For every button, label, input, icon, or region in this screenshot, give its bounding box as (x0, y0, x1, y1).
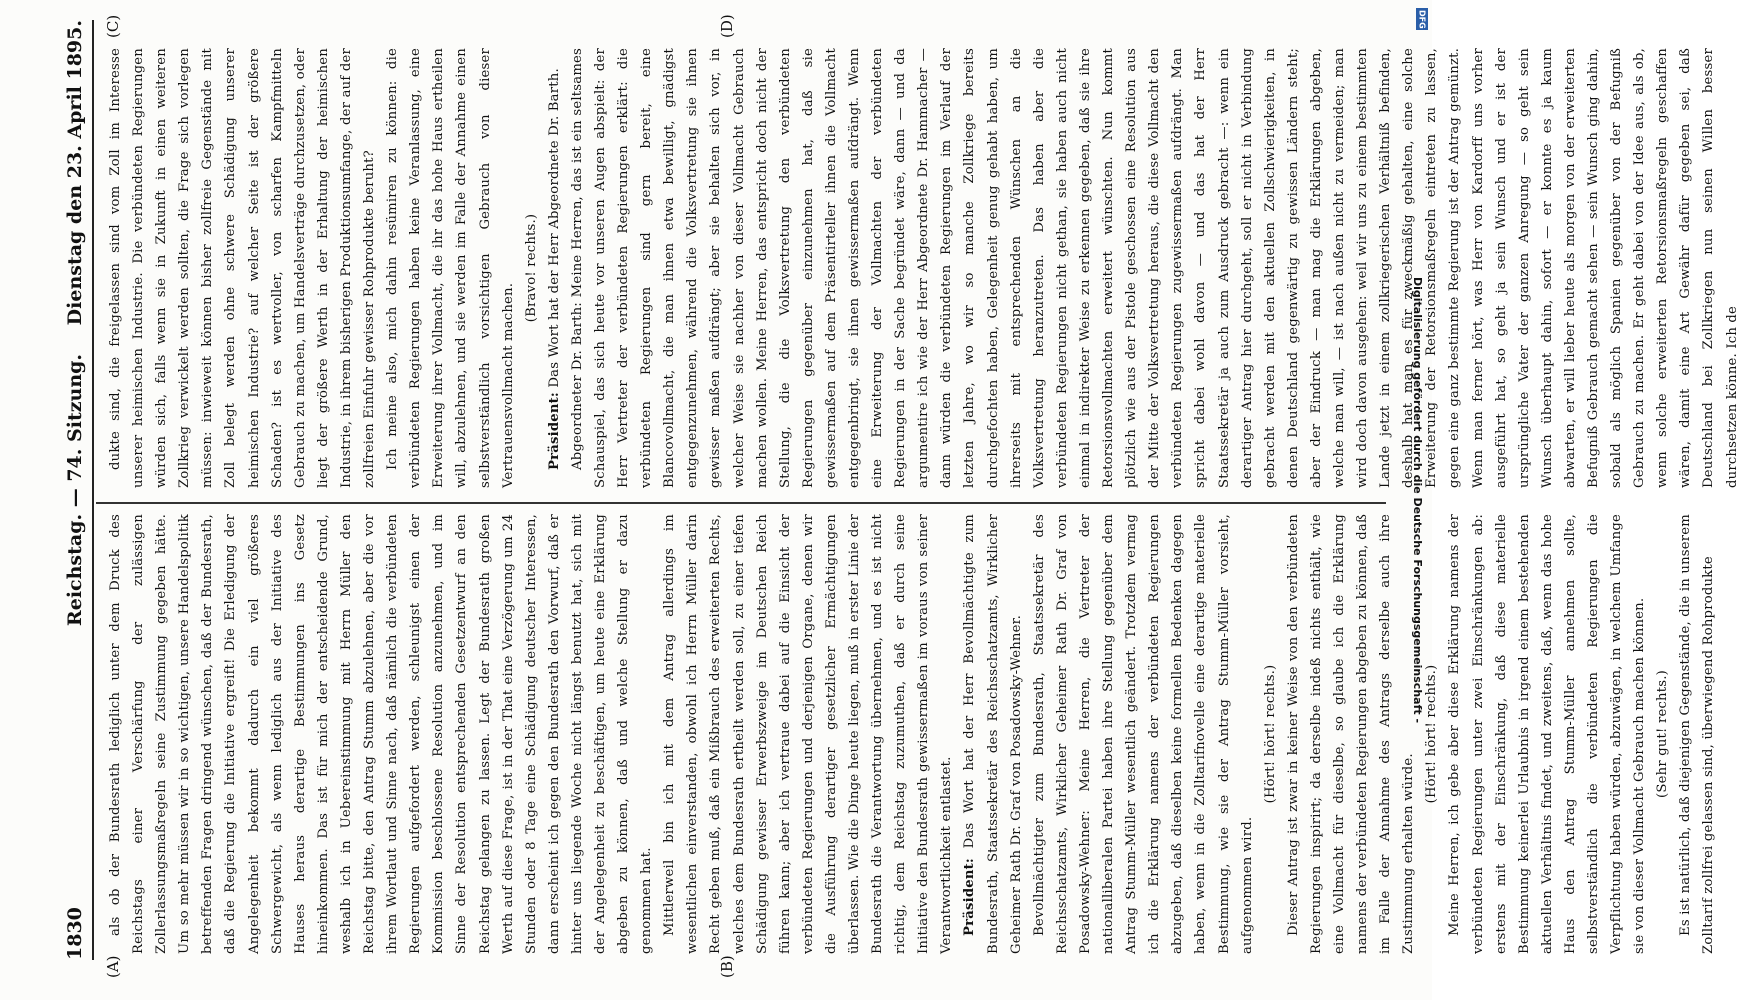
paragraph: Meine Herren, ich gebe aber diese Erklärung namens der verbündeten Regierungen unter zwei Einschränkungen ab: erstens mit der Einschränkung, daß diese materielle Bestimmung keinerlei Urlaubnis in irgend einem bestehenden aktuellen Verhältnis findet, und zweitens, daß, wenn das hohe Haus den Antrag Stumm-Müller annehmen sollte, selbstverständlich die verbündeten Regierungen die Verpflichtung haben würden, abzuwägen, in welchem Umfange sie von dieser Vollmacht Gebrauch machen können. (1447, 514, 1648, 954)
interjection: (Hört! hört! rechts.) (1262, 664, 1278, 804)
paragraph: Bevollmächtigter zum Bundesrath, Staatssekretär des Reichsschatzamts, Wirklicher Geheimer Rath Dr. Graf von Posadowsky-Wehner: Meine Herren, die Vertreter der nationalliberalen Partei haben ihre Stellung gegenüber dem Antrag Stumm-Müller wesentlich geändert. Trotzdem vermag ich die Erklärung namens der verbündeten Regierungen abzugeben, daß dieselben keine formellen Bedenken dagegen haben, wenn in die Zolltarifnovelle eine derartige materielle Bestimmung, wie sie der Antrag Stumm-Müller vorsieht, aufgenommen wird. (1031, 514, 1255, 954)
paragraph: Mittlerweil bin ich mit dem Antrag allerdings im wesentlichen einverstanden, obwohl ich Herrn Müller darin Recht geben muß, daß ein Mißbrauch des erweiterten Rechts, welches dem Bundesrath ertheilt werden soll, zu einer tiefen Schädigung gewisser Erwerbszweige im Deutschen Reich führen kann; aber ich vertraue dabei auf die Einsicht der verbündeten Regierungen und derjenigen Organe, denen wir die Ausführung derartiger gesetzlicher Ermächtigungen überlassen. Wie die Dinge heute liegen, muß in erster Linie der Bundesrath die Verantwortung übernehmen, und es ist nicht richtig, dem Reichstag zuzumuthen, daß er durch seine Initiative den Bundesrath gewissermaßen im voraus von seiner Verantwortlichkeit entlastet. (662, 514, 955, 954)
paragraph: Dieser Antrag ist zwar in keiner Weise von den verbündeten Regierungen inspirirt; da derselbe indeß nichts enthält, wie eine Vollmacht für dieselbe, so glaube ich die Erklärung namens der verbündeten Regierungen abgeben zu können, daß im Falle der Annahme des Antrags derselbe auch ihre Zustimmung erhalten würde. (1285, 514, 1417, 954)
paragraph: Es ist natürlich, daß diejenigen Gegenstände, die in unserem Zolltarif zollfrei gelassen sind, überwiegend Rohprodukte (1678, 514, 1717, 954)
session-date: Dienstag den 23. April 1895. (64, 20, 86, 326)
page-header (58, 20, 92, 960)
interjection: (Hört! hört! rechts.) (1424, 664, 1440, 804)
president-statement: Präsident: Das Wort hat der Herr Bevollmächtigte zum Bundesrath, Staatssekretär des Reichsschatzamts, Wirklicher Geheimer Rath Dr. Graf von Posadowsky-Wehner. (962, 514, 1024, 954)
paragraph: als ob der Bundesrath lediglich unter dem Druck des Reichstags einer Verschärfung der zulässigen Zollerlassungsmaßregeln seine Zustimmung gegeben hätte. Um so mehr müssen wir in so wichtigen, unsere Handelspolitik betreffenden Fragen dringend wünschen, daß der Bundesrath, daß die Regierung die Initiative ergreift! Die Erledigung der Angelegenheit bekommt dadurch ein viel größeres Schwergewicht, als wenn lediglich aus der Initiative des Hauses heraus derartige Bestimmungen ins Gesetz hineinkommen. Das ist für mich der entscheidende Grund, weshalb ich in Uebereinstimmung mit Herrn Müller den Reichstag bitte, den Antrag Stumm abzulehnen, aber die vor ihrem Wortlaut und Sinne nach, daß nämlich die verbündeten Regierungen aufgefordert werden, schleunigst einen der Kommission beschlossene Resolution anzunehmen, und im Sinne der Resolution entsprechenden Gesetzentwurf an den Reichstag gelangen zu lassen. Legt der Bundesrath großen Werth auf diese Frage, ist in der That eine Verzögerung um 24 Stunden oder 8 Tage eine Schädigung deutscher Interessen, dann erscheint ich gegen den Bundesrath den Vorwurf, daß er hinter uns liegende Woche nicht längst benutzt hat, sich mit der Angelegenheit zu beschäftigen, um heute eine Erklärung abgeben zu können, daß und welche Stellung er dazu genommen hat. (108, 514, 655, 954)
dfg-credit-text: Digitalisierung gefördert durch die Deutsche Forschungsgemeinschaft - (1411, 276, 1424, 724)
margin-label-b: (B) (718, 955, 736, 978)
paragraph: dukte sind, die freigelassen sind vom Zoll im Interesse unserer heimischen Industrie. Die verbündeten Regierungen würden sich, falls wenn sie in Zukunft in einen weiteren Zollkrieg verwickelt werden sollten, die Frage sich vorlegen müssen: inwieweit können bisher zollfreie Gegenstände mit Zoll belegt werden ohne schwere Schädigung unserer heimischen Industrie? auf welcher Seite ist der größere Schaden? ist es wertvoller, von scharfen Kampfmitteln Gebrauch zu machen, um Handelsverträge durchzusetzen, oder liegt der größere Werth in der Erhaltung der heimischen Industrie, in ihrem bisherigen Produktionsumfange, der auf der zollfreien Einfuhr gewisser Rohprodukte beruht? (108, 48, 378, 488)
interjection: (Sehr gut! rechts.) (1655, 670, 1671, 798)
dfg-logo: DFG (1417, 9, 1427, 29)
margin-label-c: (C) (104, 14, 122, 38)
paragraph: Ich meine also, mich dahin resümiren zu können: die verbündeten Regierungen haben keine Veranlassung, eine Erweiterung ihrer Vollmacht, die ihr das hohe Haus ertheilen will, abzulehnen, und sie werden im Falle der Annahme einen selbstverständlich vorsichtigen Gebrauch von dieser Vertrauensvollmacht machen. (385, 48, 516, 488)
page-number: 1830 (64, 907, 86, 960)
margin-label-d: (D) (718, 14, 736, 38)
president-statement: Präsident: Das Wort hat der Herr Abgeordnete Dr. Barth. (546, 68, 562, 470)
digitization-sidebar (1402, 0, 1432, 1000)
right-text-column (104, 48, 1740, 488)
margin-label-a: (A) (104, 955, 122, 978)
paragraph: Abgeordneter Dr. Barth: Meine Herren, das ist ein seltsames Schauspiel, das sich heute vor unseren Augen abspielt: der Herr Vertreter der verbündeten Regierungen erklärt: die verbündeten Regierungen sind gern bereit, eine Blancovollmacht, die man ihnen etwa bewilligt, gnädigst entgegenzunehmen, während die Volksvertretung sie ihnen gewisser maßen aufdrängt; aber sie behalten sich vor, in welcher Weise sie nachher von dieser Vollmacht Gebrauch machen wollen. Meine Herren, das entspricht doch nicht der Stellung, die die Volksvertretung den verbündeten Regierungen gegenüber einzunehmen hat, daß sie gewissermaßen auf dem Präsentirteller ihnen die Vollmacht entgegenbringt, sie ihnen gewissermaßen aufdrängt. Wenn eine Erweiterung der Vollmachten der verbündeten Regierungen in der Sache begründet wäre, dann — und da argumentire ich wie der Herr Abgeordnete Dr. Hammacher — dann würden die verbündeten Regierungen im Verlauf der letzten Jahre, wo wir so manche Zollkriege bereits durchgefochten haben, Gelegenheit genug gehabt haben, um ihrerseits mit entsprechenden Wünschen an die Volksvertretung heranzutreten. Das haben aber die verbündeten Regierungen nicht gethan, sie haben auch nicht einmal in indirekter Weise zu erkennen gegeben, daß sie ihre Retorsionsvollmachten erweitert wünschten. Nun kommt plötzlich wie aus der Pistole geschossen eine Resolution aus der Mitte der Volksvertretung heraus, die diese Vollmacht den verbündeten Regierungen zugewissermaßen aufdrängt. Man spricht dabei wohl davon — und das hat der Herr Staatssekretär ja auch zum Ausdruck gebracht —: wenn ein derartiger Antrag hier durchgeht, soll er nicht in Verbindung gebracht werden mit den aktuellen Zollschwierigkeiten, in denen Deutschland gegenwärtig zu gewissen Ländern steht; aber der Eindruck — man mag die Erklärungen abgeben, welche man will, — ist nach außen nicht zu vermeiden; man wird doch davon ausgehen: weil wir uns zu einem bestimmten Lande jetzt in einem zollkriegerischen Verhältniß befinden, deshalb hat man es für zweckmäßig gehalten, eine solche Erweiterung der Retorsionsmaßregeln eintreten zu lassen, gegen eine ganz bestimmte Regierung ist der Antrag gemünzt. Wenn man ferner hört, was Herr von Kardorff uns vorher ausgeführt hat, so geht ja sein Wunsch und er ist der ursprüngliche Vater der ganzen Anregung — so geht sein Wunsch überhaupt dahin, sofort — er konnte es ja kaum abwarten, er will lieber heute als morgen von der erweiterten Befugniß Gebrauch gemacht sehen — sein Wunsch ging dahin, sobald als möglich Spanien gegenüber von der Befugniß Gebrauch zu machen. Er geht dabei von der Idee aus, als ob, wenn solche erweiterten Retorsionsmaßregeln geschaffen wären, damit eine Art Gewähr dafür gegeben sei, daß Deutschland bei Zollkriegen nun seinen Willen besser durchsetzen könne. Ich de (569, 48, 1740, 488)
column-divider (96, 502, 1386, 504)
left-text-column (104, 514, 1717, 954)
interjection: (Bravo! rechts.) (523, 213, 539, 323)
session-title: Reichstag. — 74. Sitzung. (64, 353, 86, 627)
header-rule (92, 20, 94, 960)
